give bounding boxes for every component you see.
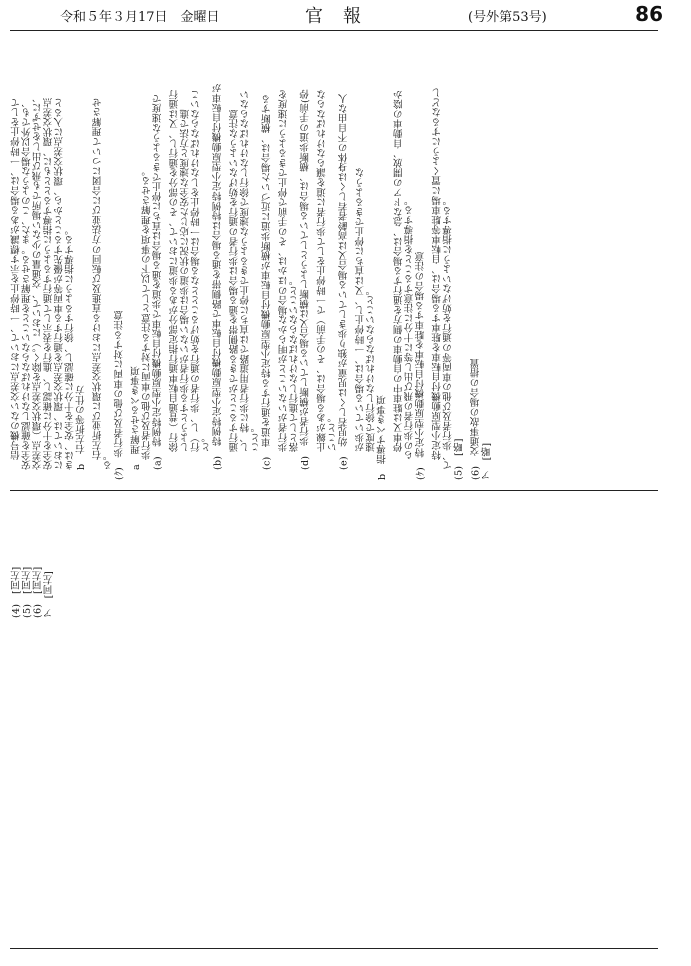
text-line: る。 bbox=[103, 450, 115, 470]
text-line: 安全を確認しなければならないことを理解させる。また、このような場合以外でも、 bbox=[21, 97, 33, 470]
text-line: て、歩行者及び他の車両等の通行を妨げないように指導する。 bbox=[442, 195, 454, 470]
text-line: ア [同左] bbox=[43, 570, 55, 618]
text-line: 交差点（環状交差点を除く。）において、交通量の少ない場所でも飛び出しをせずに、 bbox=[32, 92, 44, 470]
extra-issue-number: (号外第53号) bbox=[468, 10, 547, 25]
text-line: と。 bbox=[201, 432, 213, 452]
text-line: (d) 歩行者が横断している場合又は横断しようとしている場合は、横断歩道の手前(停 bbox=[300, 89, 312, 470]
text-line: 右左折並びに環状交差点における直進及び転回の方法並びに合図について理解させ bbox=[92, 97, 104, 460]
text-line: 止線がある場合は、その手前）で一時停止をして歩行者に道を譲らなければならな bbox=[316, 89, 328, 452]
text-line: 特定小型原動機付自転車を駐車する場合は、自転車等駐車場に置くようにするなどし bbox=[432, 87, 444, 460]
text-line: 信号機のない交差点において、一時停止を示す標識がある場合は、一時停止をして bbox=[11, 97, 22, 460]
current-text-column bbox=[12, 498, 652, 618]
text-line: いこと。 bbox=[327, 412, 339, 452]
text-line: 停車又は駐車中の自動車の側方を通行する場合は、急なドアの開放、自動車の陰か bbox=[393, 89, 405, 452]
text-line: 歩行者及び他の車両に対する注意として以下の事項を理解させる。 bbox=[141, 166, 153, 460]
text-line: (5) [同左] bbox=[21, 566, 33, 618]
text-line: らの歩行者の飛び出し等に十分に注意することを指導する。 bbox=[404, 195, 416, 460]
text-line: (c) 車道を通行する特定小型原動機付自転車が横断歩道に近づいた場合は、横断する bbox=[261, 93, 273, 470]
text-line: こと。 bbox=[250, 422, 262, 452]
text-line: (a) 特例特定小型原動機付自転車で歩道を通る場合は直ちに停止できるような速度で bbox=[152, 93, 164, 470]
text-line: 歩行者がいないことが明らかな場合のほかは、その手前で停止できるように速度を bbox=[278, 89, 290, 452]
text-line: 通行することができる路側帯を通る場合は歩行者の通行を妨げないような注意 bbox=[229, 109, 241, 452]
issue-date: 令和５年３月17日 金曜日 bbox=[60, 10, 220, 25]
text-line: (ｹ) 特定小型原動機付自転車を駐車する場合の注意 bbox=[415, 251, 427, 480]
text-line: (b) 特例特定小型原動機付自転車で路側帯を通る場合は特例特定小型原動機付自転車が bbox=[212, 83, 224, 470]
text-line: し、特に歩行者用道路では直ちに停止できるような速度で徐行しなければならない bbox=[240, 89, 252, 452]
paper-name: 官報 bbox=[305, 6, 381, 27]
text-line: (e) 幼児若しくは児童が独り歩きしている場合又は高齢者若しくは身体の不自由な人 bbox=[338, 93, 350, 470]
text-line: 落として進行しなければならないこと。 bbox=[289, 275, 301, 452]
text-line: 行）し、歩行者の通行を妨げることとなる場合は一時停止をしなければならないこ bbox=[190, 89, 202, 452]
text-line: (6) 交通事故の場合の措置 bbox=[470, 358, 482, 480]
text-line: しようとする歩行者がいない場合は歩道の状況に応じた安全な速度と方法で進 bbox=[180, 109, 192, 452]
text-line: (6) [同左] bbox=[32, 566, 44, 618]
text-line: 速度で徐行しなければならないこと。 bbox=[366, 285, 378, 452]
text-line: (5) [略] bbox=[453, 438, 465, 480]
page-header bbox=[0, 0, 691, 28]
top-rule bbox=[10, 30, 658, 31]
text-line: においては、環状交差点を通行する車両等が優先することから、環状交差点に入ると bbox=[54, 97, 66, 470]
text-line: (4) [同左] bbox=[11, 566, 22, 618]
text-line: きは、安全を十分に確認し、徐行するように指導する。 bbox=[64, 225, 76, 470]
revised-text-column bbox=[12, 40, 672, 480]
text-line: が歩いている場合は、一時停止し、又は直ちに停止できるような bbox=[355, 167, 367, 452]
text-line: b 指導すべき事項 bbox=[376, 395, 388, 480]
text-line: a 理解させるべき事項 bbox=[130, 366, 142, 470]
text-line: 安全を十分に確認し、進行を表示して通行するように指導するとともに、環状交差点 bbox=[43, 97, 55, 470]
text-line: 徐行（普通自転車通行指定部分がある歩道において、その部分を通行し、又は通行 bbox=[169, 89, 181, 452]
text-line: (ｸ) 歩行者及び他の車両に対する注意 bbox=[114, 310, 126, 480]
text-line: ア [略] bbox=[481, 442, 493, 480]
page-number: 86 bbox=[635, 2, 663, 26]
bottom-rule bbox=[10, 948, 658, 949]
middle-rule bbox=[10, 490, 658, 491]
text-line: b 右左折等の仕方 bbox=[75, 385, 87, 470]
